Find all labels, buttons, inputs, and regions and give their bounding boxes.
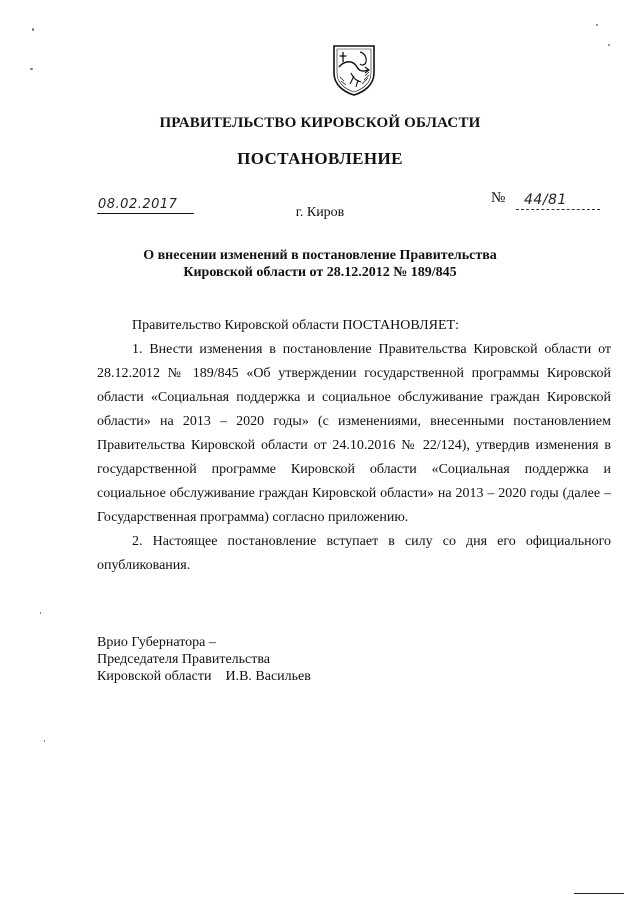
scan-speck [40, 612, 41, 614]
document-subject [0, 247, 640, 281]
government-name: ПРАВИТЕЛЬСТВО КИРОВСКОЙ ОБЛАСТИ [159, 115, 481, 131]
signer-title-line-3 [97, 668, 311, 685]
scan-speck [30, 68, 33, 70]
item-1-paragraph: 1. Внести изменения в постановление Правительства Кировской области от 28.12.2012 № 189/845 «Об утверждении государственной программы Кировской области «Социальная поддержка и социальное обслуживание граждан Кировской области» на 2013 – 2020 годы» (с изменениями, внесенными постановлением Правительства Кировской области от 24.10.2016 № 22/124), утвердив изменения в государственной программе Кировской области «Социальная поддержка и социальное обслуживание граждан Кировской области» на 2013 – 2020 годы (далее – Государственная программа) согласно приложению. [97, 342, 611, 525]
signer-region: Кировской области [97, 669, 212, 684]
scan-speck [32, 28, 34, 31]
signature-block [97, 634, 311, 685]
subject-line-2: Кировской области от 28.12.2012 № 189/845 [183, 265, 457, 280]
date-value: 08.02.2017 [98, 197, 178, 212]
preamble-paragraph: Правительство Кировской области ПОСТАНОВЛЯЕТ: [132, 318, 459, 333]
scan-speck [608, 44, 610, 46]
signer-name: И.В. Васильев [225, 669, 311, 684]
subject-line-1: О внесении изменений в постановление Правительства [143, 248, 497, 263]
item-2-paragraph: 2. Настоящее постановление вступает в силу со дня его официального опубликования. [97, 534, 611, 573]
coat-of-arms-icon [331, 43, 377, 97]
document-body [97, 314, 611, 578]
city-of-issue: г. Киров [295, 205, 345, 220]
number-sign: № [491, 190, 506, 206]
scan-speck [596, 24, 598, 26]
signer-title-line-1: Врио Губернатора – [97, 635, 216, 650]
document-number-value: 44/81 [524, 192, 567, 208]
bottom-rule [574, 893, 624, 894]
document-type-title: ПОСТАНОВЛЕНИЕ [237, 149, 403, 168]
signer-title-line-2: Председателя Правительства [97, 652, 271, 667]
scan-speck [44, 740, 45, 742]
